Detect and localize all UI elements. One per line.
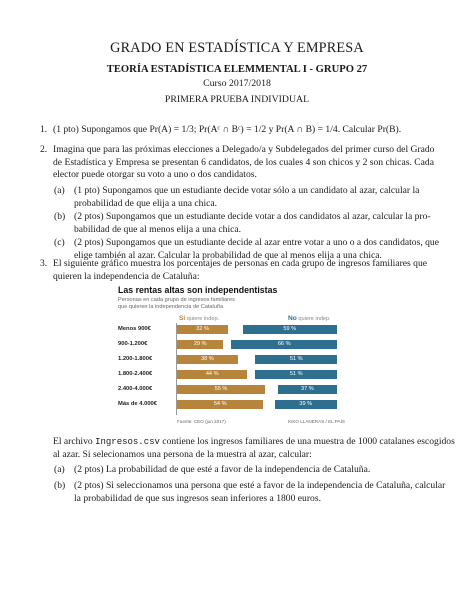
bar-no: 37 % bbox=[278, 385, 337, 394]
legend-yes-label: Sí bbox=[179, 315, 186, 322]
q2b-line: (2 ptos) Supongamos que un estudiante decide votar a dos candidatos al azar, calcular la pro- bbox=[74, 211, 431, 222]
q2a-label: (a) bbox=[54, 185, 65, 196]
q1-number: 1. bbox=[40, 124, 48, 135]
chart-subtitle: que quieren la independencia de Cataluña bbox=[118, 304, 224, 310]
q3-after-pre: El archivo bbox=[53, 436, 96, 447]
q3b-line: (2 ptos) Si seleccionamos una persona que esté a favor de la independencia de Cataluña, calcular bbox=[74, 480, 446, 491]
bar-yes: 29 % bbox=[177, 340, 223, 349]
legend-no-note: quiere indep. bbox=[298, 316, 331, 322]
data-file-name: Ingresos.csv bbox=[95, 437, 160, 447]
legend-yes-note: quiere indep. bbox=[186, 316, 220, 322]
bar-no: 66 % bbox=[231, 340, 337, 349]
q3-line: El siguiente gráfico muestra los porcentajes de personas en cada grupo de ingresos familiares que bbox=[53, 258, 428, 269]
q2-line: de Estadística y Empresa se presentan 6 candidatos, de los cuales 4 son chicos y 2 son chicas. Cada bbox=[53, 156, 434, 168]
bar-no: 51 % bbox=[255, 355, 337, 364]
category-label: Menos 900€ bbox=[118, 326, 151, 332]
exam-name: PRIMERA PRUEBA INDIVIDUAL bbox=[164, 94, 310, 105]
q3b-label: (b) bbox=[54, 480, 66, 491]
category-label: 900-1.200€ bbox=[118, 341, 148, 347]
bar-yes: 44 % bbox=[177, 370, 247, 379]
q3-after-post: contiene los ingresos familiares de una muestra de 1000 catalanes escogidos bbox=[159, 436, 455, 447]
q2-number: 2. bbox=[40, 144, 48, 155]
q2c-line: elige también al azar. Calcular la probabilidad de que al menos elija a una chica. bbox=[74, 249, 382, 261]
chart-axis bbox=[176, 323, 177, 415]
q2b-text bbox=[74, 211, 440, 236]
bar-yes: 38 % bbox=[177, 355, 238, 364]
q2a-line: probabilidad de que elija a una chica. bbox=[74, 197, 218, 209]
category-label: 1.800-2.400€ bbox=[118, 371, 153, 377]
q3-line: quieren la independencia de Cataluña: bbox=[53, 270, 200, 282]
course-year: Curso 2017/2018 bbox=[203, 78, 271, 89]
bar-no: 39 % bbox=[275, 400, 337, 409]
legend-no bbox=[288, 315, 331, 322]
q2-statement bbox=[53, 144, 438, 182]
q1-text: (1 pto) Supongamos que Pr(A) = 1/3; Pr(Aᶜ ∩ Bᶜ) = 1/2 y Pr(A ∩ B) = 1/4. Calcular Pr(B). bbox=[53, 124, 402, 135]
q3-after-line: al azar. Si selecionamos una persona de la muestra al azar, calcular: bbox=[53, 448, 312, 460]
category-label: 1.200-1.800€ bbox=[118, 356, 153, 362]
chart-subtitle: Personas en cada grupo de ingresos familiares bbox=[118, 297, 235, 303]
bar-yes: 54 % bbox=[177, 400, 263, 409]
legend-no-label: No bbox=[288, 315, 297, 322]
subject-title: TEORÍA ESTADÍSTICA ELEMMENTAL I - GRUPO 27 bbox=[106, 64, 368, 75]
bar-no: 59 % bbox=[243, 325, 337, 334]
q3-after-line bbox=[53, 436, 455, 449]
chart-source: Fuente: CEO (jun 2017) bbox=[177, 419, 226, 424]
q3-number: 3. bbox=[40, 258, 48, 269]
q2b-label: (b) bbox=[54, 211, 66, 222]
q2-line: Imagina que para las próximas elecciones a Delegado/a y Subdelegados del primer curso del Grado bbox=[53, 144, 435, 155]
q2c-label: (c) bbox=[54, 237, 65, 248]
independence-income-chart bbox=[118, 285, 352, 428]
category-label: 2.400-4.000€ bbox=[118, 386, 153, 392]
chart-credit: KIKO LLANERAS / EL PAÍS bbox=[288, 419, 345, 424]
bar-no: 51 % bbox=[255, 370, 337, 379]
chart-title: Las rentas altas son independentistas bbox=[118, 285, 278, 295]
legend-yes bbox=[179, 315, 219, 322]
bar-yes: 32 % bbox=[177, 325, 228, 334]
q2a-line: (1 pto) Supongamos que un estudiante decide votar sólo a un candidato al azar, calcular la bbox=[74, 185, 420, 196]
q2a-text bbox=[74, 185, 440, 210]
q3-after-text bbox=[53, 436, 455, 461]
q2-line: elector puede otorgar su voto a uno o dos candidatos. bbox=[53, 169, 257, 181]
q3b-text bbox=[74, 480, 446, 505]
q3-statement bbox=[53, 258, 438, 283]
degree-title: GRADO EN ESTADÍSTICA Y EMPRESA bbox=[110, 40, 364, 56]
q3a-text: (2 ptos) La probabilidad de que esté a favor de la independencia de Cataluña. bbox=[74, 464, 371, 475]
q3b-line: la probabilidad de que sus ingresos sean inferiores a 1800 euros. bbox=[74, 492, 321, 504]
q2b-line: babilidad de que al menos elija a una chica. bbox=[74, 223, 242, 235]
category-label: Más de 4.000€ bbox=[118, 401, 157, 407]
q2c-line: (2 ptos) Supongamos que un estudiante decide al azar entre votar a uno o a dos candidatos, que bbox=[74, 237, 439, 248]
bar-yes: 55 % bbox=[177, 385, 265, 394]
q3a-label: (a) bbox=[54, 464, 65, 475]
